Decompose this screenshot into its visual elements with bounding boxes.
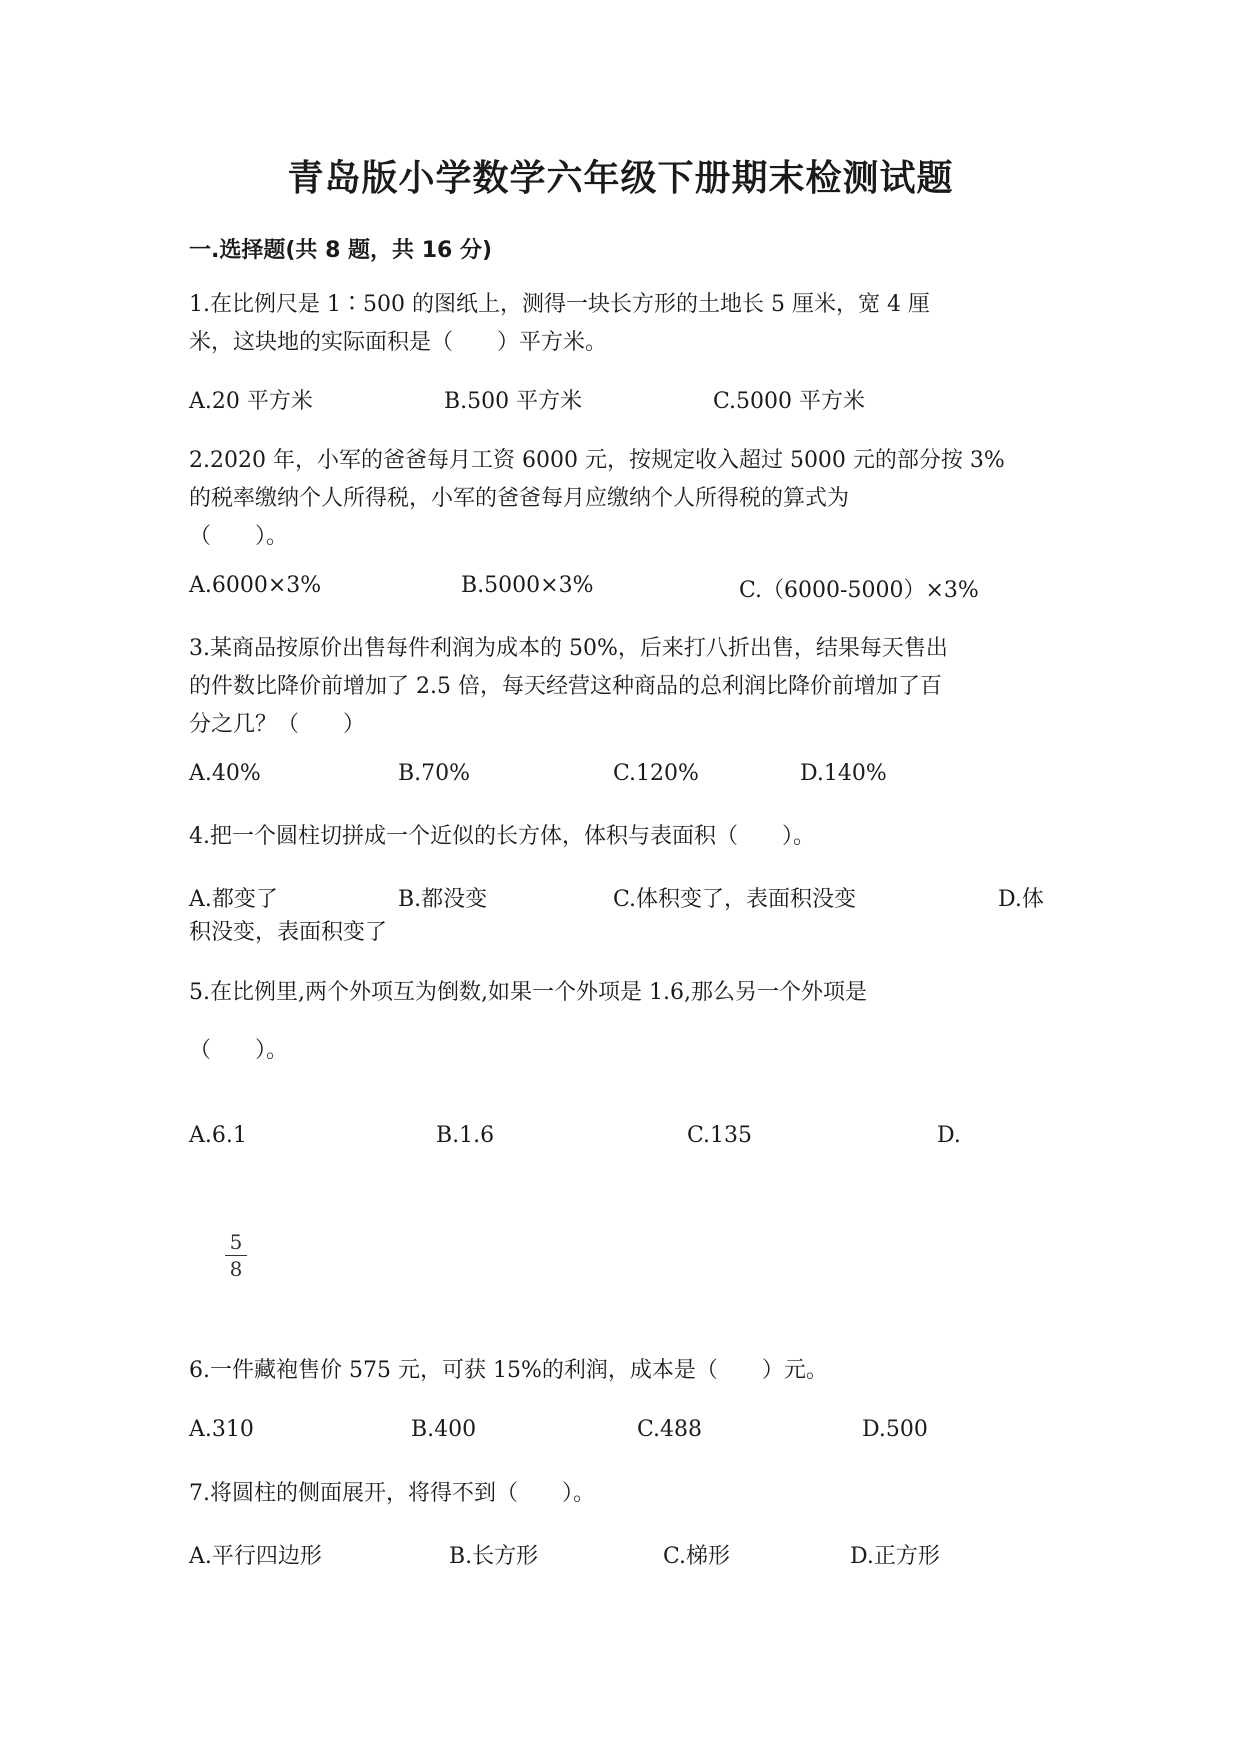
option-b: B.1.6 bbox=[436, 1123, 495, 1148]
question-1 bbox=[189, 286, 930, 362]
option-c: C.（6000-5000）×3% bbox=[739, 578, 979, 603]
option-c: C.120% bbox=[613, 761, 699, 786]
option-c: C.梯形 bbox=[663, 1544, 731, 1569]
question-line: 分之几？（ ） bbox=[189, 712, 366, 737]
option-d-continuation: 积没变，表面积变了 bbox=[189, 920, 388, 945]
fraction-denominator: 8 bbox=[229, 1257, 243, 1281]
option-d: D.正方形 bbox=[850, 1544, 940, 1569]
option-d: D. bbox=[937, 1123, 961, 1148]
option-a: A.6000×3% bbox=[189, 573, 322, 598]
fraction-bar bbox=[225, 1255, 247, 1256]
option-d: D.体 bbox=[998, 887, 1044, 912]
question-5 bbox=[189, 974, 867, 1012]
fraction-numerator: 5 bbox=[229, 1230, 243, 1254]
option-b: B.500 平方米 bbox=[444, 389, 583, 414]
question-line: 2.2020 年，小军的爸爸每月工资 6000 元，按规定收入超过 5000 元的部分按 3% bbox=[189, 448, 1005, 473]
question-line: 7.将圆柱的侧面展开，将得不到（ ）。 bbox=[189, 1481, 595, 1506]
question-line: 3.某商品按原价出售每件利润为成本的 50%，后来打八折出售，结果每天售出 bbox=[189, 636, 948, 661]
option-a: A.平行四边形 bbox=[189, 1544, 322, 1569]
question-line: 的税率缴纳个人所得税，小军的爸爸每月应缴纳个人所得税的算式为 bbox=[189, 486, 850, 511]
question-line: 5.在比例里,两个外项互为倒数,如果一个外项是 1.6,那么另一个外项是 bbox=[189, 980, 867, 1005]
option-d: D.140% bbox=[800, 761, 887, 786]
question-6 bbox=[189, 1352, 828, 1390]
question-line: 的件数比降价前增加了 2.5 倍，每天经营这种商品的总利润比降价前增加了百 bbox=[189, 674, 942, 699]
option-a: A.310 bbox=[189, 1417, 254, 1442]
option-a: A.6.1 bbox=[189, 1123, 247, 1148]
option-b: B.400 bbox=[411, 1417, 477, 1442]
page-title: 青岛版小学数学六年级下册期末检测试题 bbox=[287, 158, 954, 199]
question-4 bbox=[189, 818, 815, 856]
fraction-five-eighths bbox=[225, 1230, 247, 1281]
question-line: （ ）。 bbox=[189, 524, 289, 549]
question-7 bbox=[189, 1475, 595, 1513]
question-line: 1.在比例尺是 1∶500 的图纸上，测得一块长方形的土地长 5 厘米，宽 4 厘 bbox=[189, 292, 930, 317]
question-3 bbox=[189, 630, 948, 744]
option-d: D.500 bbox=[862, 1417, 928, 1442]
question-5-blank: （ ）。 bbox=[189, 1038, 289, 1063]
option-c: C.5000 平方米 bbox=[713, 389, 866, 414]
question-line: 4.把一个圆柱切拼成一个近似的长方体，体积与表面积（ ）。 bbox=[189, 824, 815, 849]
option-c: C.488 bbox=[637, 1417, 703, 1442]
section-heading: 一.选择题(共 8 题，共 16 分) bbox=[189, 238, 493, 263]
option-b: B.5000×3% bbox=[461, 573, 594, 598]
option-a: A.40% bbox=[189, 761, 261, 786]
question-2 bbox=[189, 442, 1005, 556]
option-c: C.体积变了，表面积没变 bbox=[613, 887, 857, 912]
option-c: C.135 bbox=[687, 1123, 753, 1148]
option-b: B.都没变 bbox=[398, 887, 488, 912]
option-a: A.都变了 bbox=[189, 887, 278, 912]
option-b: B.长方形 bbox=[449, 1544, 539, 1569]
question-line: 6.一件藏袍售价 575 元，可获 15%的利润，成本是（ ）元。 bbox=[189, 1358, 828, 1383]
option-b: B.70% bbox=[398, 761, 471, 786]
option-a: A.20 平方米 bbox=[189, 389, 313, 414]
question-line: 米，这块地的实际面积是（ ）平方米。 bbox=[189, 330, 608, 355]
